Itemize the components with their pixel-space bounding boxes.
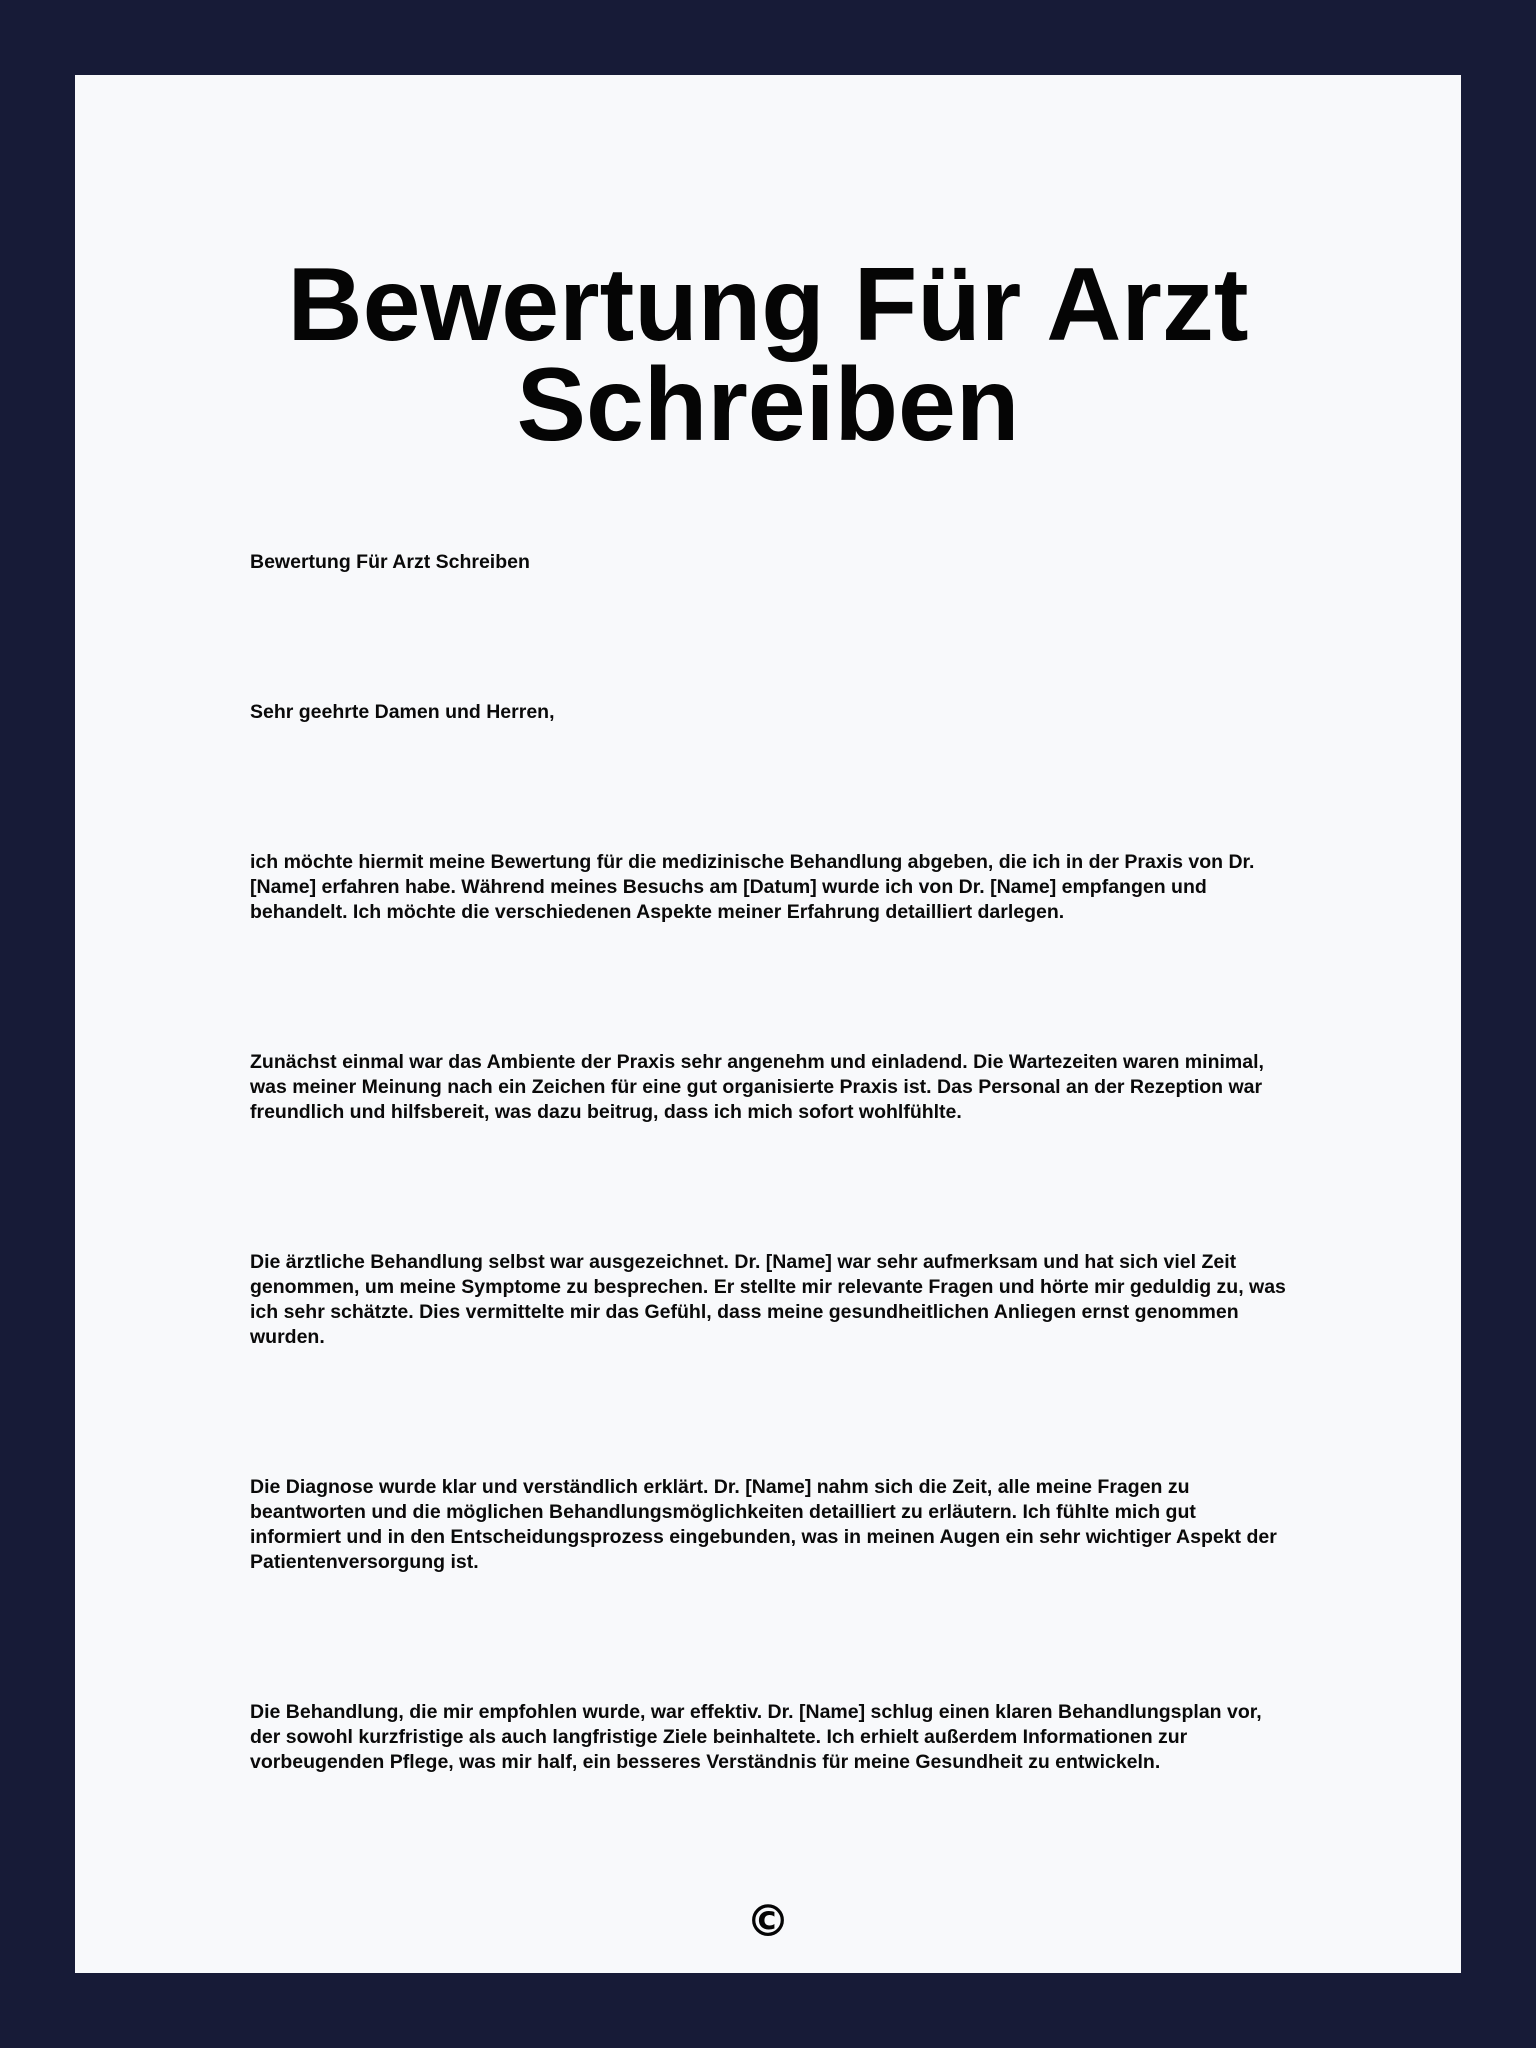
copyright-icon: © (746, 1896, 790, 1947)
document-page (75, 75, 1461, 1973)
paragraph-treatment-plan: Die Behandlung, die mir empfohlen wurde, war effektiv. Dr. [Name] schlug einen klaren Behandlungsplan vor, der sowohl kurzfristige als auch langfristige Ziele beinhaltete. Ich erhielt außerdem Informationen zur vorbeugenden Pflege, was mir half, ein besseres Verständnis für meine Gesundheit zu entwickeln. (250, 1701, 1262, 1773)
document-subtitle: Bewertung Für Arzt Schreiben (250, 551, 530, 573)
paragraph-diagnosis: Die Diagnose wurde klar und verständlich erklärt. Dr. [Name] nahm sich die Zeit, alle meine Fragen zu beantworten und die möglichen Behandlungsmöglichkeiten detailliert zu erläutern. Ich fühlte mich gut informiert und in den Entscheidungsprozess eingebunden, was in meinen Augen ein sehr wichtiger Aspekt der Patientenversorgung ist. (250, 1476, 1277, 1573)
paragraph-ambience: Zunächst einmal war das Ambiente der Praxis sehr angenehm und einladend. Die Wartezeiten waren minimal, was meiner Meinung nach ein Zeichen für eine gut organisierte Praxis ist. Das Personal an der Rezeption war freundlich und hilfsbereit, was dazu beitrug, dass ich mich sofort wohlfühlte. (250, 1051, 1264, 1123)
page-title: Bewertung Für Arzt Schreiben (287, 247, 1249, 463)
letter-greeting: Sehr geehrte Damen und Herren, (250, 701, 555, 723)
paragraph-treatment: Die ärztliche Behandlung selbst war ausgezeichnet. Dr. [Name] war sehr aufmerksam und hat sich viel Zeit genommen, um meine Symptome zu besprechen. Er stellte mir relevante Fragen und hörte mir geduldig zu, was ich sehr schätzte. Dies vermittelte mir das Gefühl, dass meine gesundheitlichen Anliegen ernst genommen wurden. (250, 1251, 1286, 1348)
paragraph-introduction: ich möchte hiermit meine Bewertung für die medizinische Behandlung abgeben, die ich in der Praxis von Dr. [Name] erfahren habe. Während meines Besuchs am [Datum] wurde ich von Dr. [Name] empfangen und behandelt. Ich möchte die verschiedenen Aspekte meiner Erfahrung detailliert darlegen. (250, 851, 1255, 923)
